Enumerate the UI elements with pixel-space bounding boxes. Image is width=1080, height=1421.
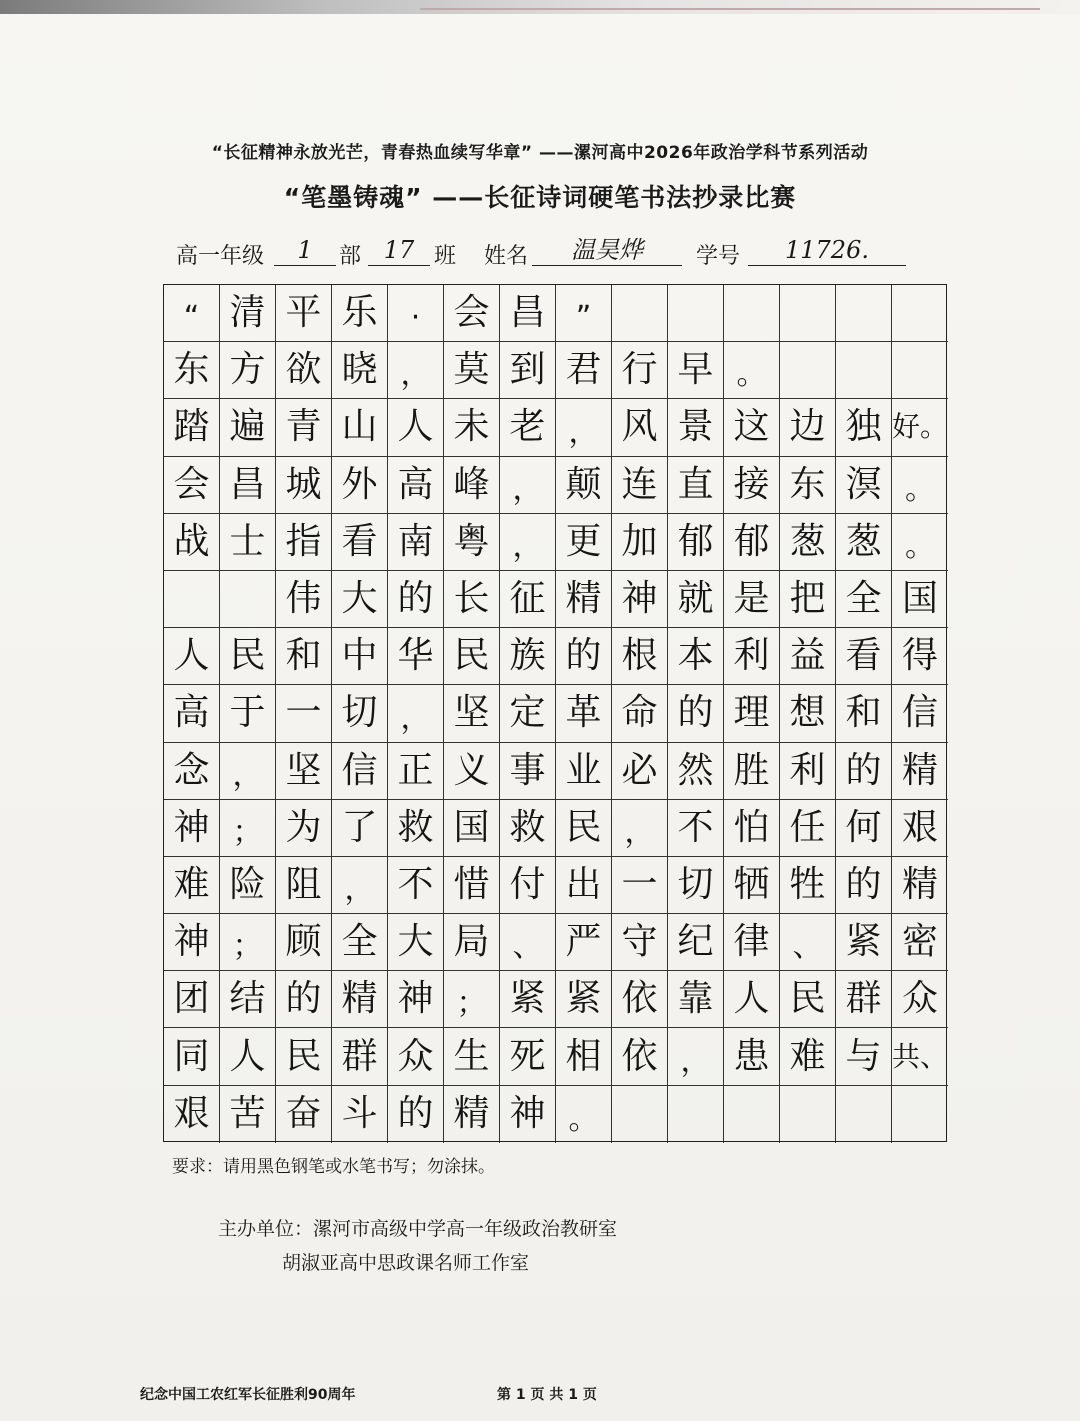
grid-cell: 指 xyxy=(276,514,332,571)
grid-cell xyxy=(668,285,724,342)
page-title: “笔墨铸魂” ——长征诗词硬笔书法抄录比赛 xyxy=(283,183,797,212)
grid-cell: 。 xyxy=(556,1086,612,1143)
grid-cell: 平 xyxy=(276,285,332,342)
grid-cell: 士 xyxy=(220,514,276,571)
grid-cell: 直 xyxy=(668,457,724,514)
grid-cell: ， xyxy=(388,342,444,399)
grid-cell: 欲 xyxy=(276,342,332,399)
grid-cell: 群 xyxy=(836,971,892,1028)
grid-cell: 群 xyxy=(332,1028,388,1085)
grid-cell: ， xyxy=(388,685,444,742)
grid-cell: 老 xyxy=(500,399,556,456)
grid-cell: 任 xyxy=(780,800,836,857)
grid-cell: 正 xyxy=(388,743,444,800)
grid-cell: 斗 xyxy=(332,1086,388,1143)
grid-cell: 紧 xyxy=(500,971,556,1028)
grid-cell: 看 xyxy=(332,514,388,571)
grid-cell: 事 xyxy=(500,743,556,800)
grid-cell: 利 xyxy=(724,628,780,685)
grid-cell: 外 xyxy=(332,457,388,514)
grid-cell: ” xyxy=(556,285,612,342)
grid-cell: 阻 xyxy=(276,857,332,914)
grid-cell: 局 xyxy=(444,914,500,971)
grid-cell: 顾 xyxy=(276,914,332,971)
grid-cell: 同 xyxy=(164,1028,220,1085)
grid-cell: 众 xyxy=(892,971,948,1028)
grid-cell: ， xyxy=(332,857,388,914)
grade-label: 高一年级 xyxy=(176,244,265,269)
name-label: 姓名 xyxy=(484,244,529,269)
grid-cell: 律 xyxy=(724,914,780,971)
grid-cell: 死 xyxy=(500,1028,556,1085)
grid-cell: ； xyxy=(220,914,276,971)
grid-cell: 民 xyxy=(220,628,276,685)
grid-cell: 会 xyxy=(444,285,500,342)
grid-cell: ； xyxy=(220,800,276,857)
name-field[interactable]: 温昊烨 xyxy=(532,235,682,266)
grid-cell xyxy=(668,1086,724,1143)
grid-cell: 奋 xyxy=(276,1086,332,1143)
grid-cell: 义 xyxy=(444,743,500,800)
grid-cell: 。 xyxy=(892,457,948,514)
grid-cell: 君 xyxy=(556,342,612,399)
grid-cell: ， xyxy=(500,514,556,571)
grid-cell: 葱 xyxy=(780,514,836,571)
grid-cell: 华 xyxy=(388,628,444,685)
grid-cell: 不 xyxy=(388,857,444,914)
student-id-label: 学号 xyxy=(696,244,741,269)
grid-cell: 严 xyxy=(556,914,612,971)
grid-cell: 大 xyxy=(388,914,444,971)
grid-cell: 国 xyxy=(444,800,500,857)
grid-cell: 南 xyxy=(388,514,444,571)
grid-cell: 何 xyxy=(836,800,892,857)
grid-cell: 革 xyxy=(556,685,612,742)
grid-cell: 益 xyxy=(780,628,836,685)
grid-cell: 神 xyxy=(164,914,220,971)
grid-cell: 依 xyxy=(612,971,668,1028)
grid-cell: 根 xyxy=(612,628,668,685)
grid-cell: 族 xyxy=(500,628,556,685)
grid-cell: 然 xyxy=(668,743,724,800)
grid-cell: 。 xyxy=(724,342,780,399)
grid-cell: 国 xyxy=(892,571,948,628)
grid-cell xyxy=(892,285,948,342)
grid-cell: 民 xyxy=(556,800,612,857)
grid-cell: 加 xyxy=(612,514,668,571)
grid-cell: 难 xyxy=(780,1028,836,1085)
grid-cell xyxy=(780,342,836,399)
grid-cell: 遍 xyxy=(220,399,276,456)
grid-cell: 踏 xyxy=(164,399,220,456)
grid-cell: 众 xyxy=(388,1028,444,1085)
grid-cell: 和 xyxy=(836,685,892,742)
grid-cell: 守 xyxy=(612,914,668,971)
grid-cell: 怕 xyxy=(724,800,780,857)
grid-cell: 人 xyxy=(388,399,444,456)
footer-commemoration: 纪念中国工农红军长征胜利90周年 xyxy=(140,1387,356,1403)
grid-cell: 的 xyxy=(276,971,332,1028)
grid-cell: 青 xyxy=(276,399,332,456)
grid-cell: 信 xyxy=(892,685,948,742)
grid-cell: 相 xyxy=(556,1028,612,1085)
grid-cell xyxy=(612,285,668,342)
grid-cell: 高 xyxy=(164,685,220,742)
sponsor-line-1: 主办单位：漯河市高级中学高一年级政治教研室 xyxy=(218,1218,618,1240)
grid-cell xyxy=(780,1086,836,1143)
scan-edge-mark xyxy=(420,0,1040,10)
grid-cell: 必 xyxy=(612,743,668,800)
writing-grid xyxy=(163,284,947,1142)
grid-cell: 精 xyxy=(892,743,948,800)
grid-cell: 乐 xyxy=(332,285,388,342)
grid-cell: 大 xyxy=(332,571,388,628)
grid-cell: 想 xyxy=(780,685,836,742)
grid-cell: 昌 xyxy=(220,457,276,514)
grid-cell: 本 xyxy=(668,628,724,685)
grid-cell: 出 xyxy=(556,857,612,914)
grid-cell: 峰 xyxy=(444,457,500,514)
grid-cell: 溟 xyxy=(836,457,892,514)
grid-cell xyxy=(220,571,276,628)
student-id-field[interactable]: 11726. xyxy=(748,235,906,266)
grid-cell: 业 xyxy=(556,743,612,800)
sponsor-line-2: 胡淑亚高中思政课名师工作室 xyxy=(282,1252,530,1274)
grid-cell xyxy=(836,1086,892,1143)
grid-cell: 利 xyxy=(780,743,836,800)
grid-cell: 的 xyxy=(388,571,444,628)
grid-cell: 连 xyxy=(612,457,668,514)
grid-cell: 好。 xyxy=(892,399,948,456)
grid-cell: 的 xyxy=(836,857,892,914)
grid-cell: 高 xyxy=(388,457,444,514)
grid-cell: 昌 xyxy=(500,285,556,342)
grid-cell: 行 xyxy=(612,342,668,399)
grid-cell: 密 xyxy=(892,914,948,971)
grid-cell: 神 xyxy=(164,800,220,857)
grid-cell: 独 xyxy=(836,399,892,456)
grid-cell: 方 xyxy=(220,342,276,399)
grid-cell: 颠 xyxy=(556,457,612,514)
grid-cell: 粤 xyxy=(444,514,500,571)
grid-cell: 精 xyxy=(444,1086,500,1143)
grid-cell: 郁 xyxy=(724,514,780,571)
grid-cell: ， xyxy=(612,800,668,857)
student-info-row xyxy=(176,235,916,269)
grid-cell: 中 xyxy=(332,628,388,685)
grid-cell: ， xyxy=(556,399,612,456)
grid-cell: 险 xyxy=(220,857,276,914)
class-label: 班 xyxy=(434,244,457,269)
grid-cell: 艰 xyxy=(164,1086,220,1143)
grid-cell: 人 xyxy=(724,971,780,1028)
grid-cell: 山 xyxy=(332,399,388,456)
grid-cell: 神 xyxy=(500,1086,556,1143)
grade-field[interactable]: 1 xyxy=(274,235,336,266)
grid-cell: 于 xyxy=(220,685,276,742)
grid-cell: 到 xyxy=(500,342,556,399)
grid-cell: 患 xyxy=(724,1028,780,1085)
grid-cell: 生 xyxy=(444,1028,500,1085)
footer-page-number: 第 1 页 共 1 页 xyxy=(497,1387,597,1403)
event-motto: “长征精神永放光芒，青春热血续写华章” ——漯河高中2026年政治学科节系列活动 xyxy=(211,143,869,163)
grid-cell: “ xyxy=(164,285,220,342)
grid-cell: 是 xyxy=(724,571,780,628)
grid-cell: ； xyxy=(444,971,500,1028)
dept-label: 部 xyxy=(339,244,362,269)
grid-cell: 团 xyxy=(164,971,220,1028)
grid-cell: 信 xyxy=(332,743,388,800)
grid-cell: 民 xyxy=(780,971,836,1028)
grid-cell: 人 xyxy=(164,628,220,685)
grid-cell xyxy=(836,342,892,399)
grid-cell: 牲 xyxy=(780,857,836,914)
grid-cell: 战 xyxy=(164,514,220,571)
grid-cell: 胜 xyxy=(724,743,780,800)
grid-cell: 看 xyxy=(836,628,892,685)
grid-cell: 、 xyxy=(500,914,556,971)
grid-cell: 早 xyxy=(668,342,724,399)
grid-cell: 葱 xyxy=(836,514,892,571)
grid-cell: 坚 xyxy=(444,685,500,742)
grid-cell: 牺 xyxy=(724,857,780,914)
grid-cell: 景 xyxy=(668,399,724,456)
grid-cell: 长 xyxy=(444,571,500,628)
grid-cell: 清 xyxy=(220,285,276,342)
grid-cell: 的 xyxy=(388,1086,444,1143)
grid-cell: 和 xyxy=(276,628,332,685)
grid-cell: 难 xyxy=(164,857,220,914)
grid-cell: 念 xyxy=(164,743,220,800)
grid-cell: 东 xyxy=(780,457,836,514)
grid-cell: 。 xyxy=(892,514,948,571)
grid-cell: 救 xyxy=(500,800,556,857)
grid-cell: 这 xyxy=(724,399,780,456)
grid-cell: 就 xyxy=(668,571,724,628)
grid-cell xyxy=(780,285,836,342)
grid-cell xyxy=(892,342,948,399)
grid-cell: 救 xyxy=(388,800,444,857)
grid-cell xyxy=(836,285,892,342)
grid-cell: 人 xyxy=(220,1028,276,1085)
grid-cell: 纪 xyxy=(668,914,724,971)
grid-cell: 全 xyxy=(836,571,892,628)
grid-cell: 会 xyxy=(164,457,220,514)
grid-cell: 的 xyxy=(836,743,892,800)
grid-cell: 神 xyxy=(612,571,668,628)
grid-cell: 理 xyxy=(724,685,780,742)
grid-cell: 接 xyxy=(724,457,780,514)
grid-cell: 伟 xyxy=(276,571,332,628)
grid-cell: 与 xyxy=(836,1028,892,1085)
writing-requirement: 要求：请用黑色钢笔或水笔书写；勿涂抹。 xyxy=(172,1157,495,1177)
grid-cell: 的 xyxy=(556,628,612,685)
grid-cell: 晓 xyxy=(332,342,388,399)
class-field[interactable]: 17 xyxy=(368,235,430,266)
grid-cell: 靠 xyxy=(668,971,724,1028)
grid-cell: 付 xyxy=(500,857,556,914)
grid-cell: 惜 xyxy=(444,857,500,914)
grid-cell: 结 xyxy=(220,971,276,1028)
grid-cell: 莫 xyxy=(444,342,500,399)
grid-cell: 民 xyxy=(444,628,500,685)
grid-cell: 更 xyxy=(556,514,612,571)
grid-cell: 共、 xyxy=(892,1028,948,1085)
grid-cell: 精 xyxy=(892,857,948,914)
grid-cell: 得 xyxy=(892,628,948,685)
grid-cell: ， xyxy=(220,743,276,800)
grid-cell: 的 xyxy=(668,685,724,742)
grid-cell xyxy=(892,1086,948,1143)
grid-cell: 神 xyxy=(388,971,444,1028)
grid-cell: 郁 xyxy=(668,514,724,571)
grid-cell: · xyxy=(388,285,444,342)
grid-cell: 紧 xyxy=(836,914,892,971)
grid-cell: 精 xyxy=(556,571,612,628)
grid-cell: 切 xyxy=(332,685,388,742)
grid-cell: 了 xyxy=(332,800,388,857)
grid-cell xyxy=(724,1086,780,1143)
grid-cell xyxy=(612,1086,668,1143)
grid-cell: ， xyxy=(668,1028,724,1085)
grid-cell: ， xyxy=(500,457,556,514)
grid-cell: 把 xyxy=(780,571,836,628)
grid-cell: 切 xyxy=(668,857,724,914)
grid-cell: 、 xyxy=(780,914,836,971)
sponsor-block xyxy=(218,1212,617,1280)
grid-cell: 征 xyxy=(500,571,556,628)
grid-cell: 不 xyxy=(668,800,724,857)
grid-cell: 未 xyxy=(444,399,500,456)
grid-cell: 为 xyxy=(276,800,332,857)
grid-cell: 城 xyxy=(276,457,332,514)
grid-cell: 边 xyxy=(780,399,836,456)
grid-cell: 命 xyxy=(612,685,668,742)
grid-cell: 苦 xyxy=(220,1086,276,1143)
grid-cell: 定 xyxy=(500,685,556,742)
grid-cell xyxy=(164,571,220,628)
grid-cell: 东 xyxy=(164,342,220,399)
grid-cell: 紧 xyxy=(556,971,612,1028)
grid-cell: 坚 xyxy=(276,743,332,800)
grid-cell: 艰 xyxy=(892,800,948,857)
grid-cell: 全 xyxy=(332,914,388,971)
grid-cell: 民 xyxy=(276,1028,332,1085)
grid-cell: 一 xyxy=(276,685,332,742)
grid-cell: 一 xyxy=(612,857,668,914)
grid-cell: 精 xyxy=(332,971,388,1028)
grid-cell: 依 xyxy=(612,1028,668,1085)
grid-cell xyxy=(724,285,780,342)
grid-cell: 风 xyxy=(612,399,668,456)
